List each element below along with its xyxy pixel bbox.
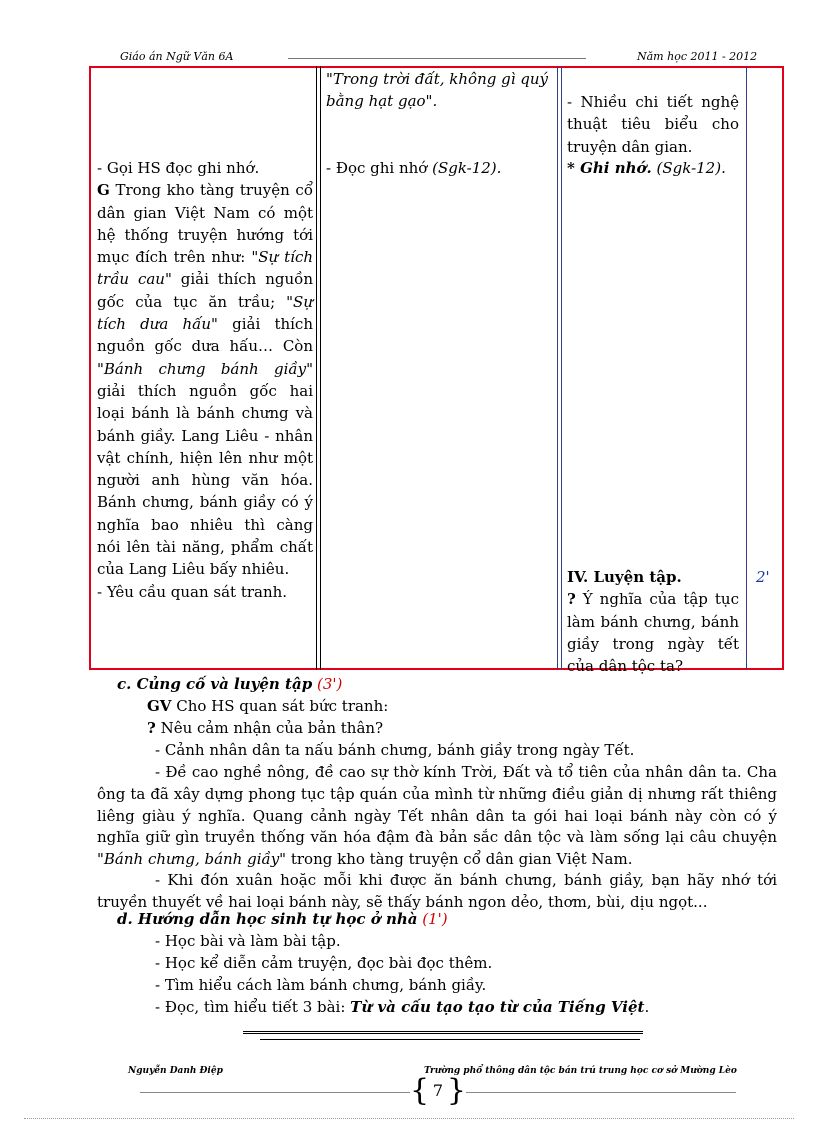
- note-ref: (Sgk-12).: [651, 159, 726, 177]
- gv-text: Cho HS quan sát bức tranh:: [171, 697, 389, 715]
- section-d-heading: d. Hướng dẫn học sinh tự học ở nhà: [117, 910, 418, 928]
- right-brace-icon: }: [446, 1073, 466, 1108]
- homework-item: - Học kể diễn cảm truyện, đọc bài đọc thêm.: [155, 954, 493, 972]
- story-title-dua-hau: "Sự tích dưa hấu": [97, 292, 313, 334]
- column-divider-3: [746, 66, 747, 670]
- footer-line-left: [140, 1092, 410, 1093]
- column-divider-1: [316, 66, 321, 670]
- section-d-title: [117, 909, 448, 931]
- answer-2-part: trong kho tàng truyện cổ dân gian Việt Nam.: [286, 850, 633, 869]
- section-d-time: (1'): [422, 910, 448, 928]
- header-divider: [288, 58, 586, 59]
- col2-ref: (Sgk-12).: [432, 159, 502, 177]
- col1-observe-picture: - Yêu cầu quan sát tranh.: [97, 582, 288, 601]
- next-lesson-title: Từ và cấu tạo tạo từ của Tiếng Việt: [350, 998, 645, 1016]
- question-mark: ?: [147, 719, 156, 737]
- question-mark: ?: [567, 590, 576, 609]
- answer-2-part: - Đề cao nghề nông, đề cao sự thờ kính Trời, Đất và tổ tiên của nhân dân ta. Cha ông ta đã xây dựng phong tục tập quán của mình từ những điều giản dị nhưng rất thiêng liêng giàu ý nghĩa. Quang cảnh ngày Tết nhân dân ta gói hai loại bánh này còn có ý nghĩa giữ gìn truyền thống văn hóa đậm đà bản sắc dân tộc và làm sống lại câu chuyện: [97, 763, 777, 847]
- homework-item: - Học bài và làm bài tập.: [155, 932, 341, 950]
- question-text: Nêu cảm nhận của bản thân?: [155, 719, 384, 737]
- section-c-heading: c. Củng cố và luyện tập: [117, 675, 313, 693]
- left-brace-icon: {: [410, 1073, 430, 1108]
- homework-last-text: - Đọc, tìm hiểu tiết 3 bài:: [155, 998, 351, 1016]
- answer-1: - Cảnh nhân dân ta nấu bánh chưng, bánh giầy trong ngày Tết.: [155, 741, 635, 759]
- header-left-title: Giáo án Ngữ Văn 6A: [120, 50, 234, 63]
- story-title-inline: "Bánh chưng, bánh giầy": [97, 850, 287, 869]
- col1-teacher-explanation: [97, 179, 313, 580]
- gv-label: GV: [147, 697, 172, 715]
- page-bottom-border: [24, 1118, 794, 1119]
- time-badge: 2': [756, 568, 770, 586]
- col1-explanation-part: giải thích nguồn gốc hai loại bánh là bánh chưng và bánh giầy. Lang Liêu - nhân vật chính, hiện lên như một người anh hùng văn hóa. Bánh chưng, bánh giầy có ý nghĩa bao nhiêu thì càng nói lên tài năng, phẩm chất của Lang Liêu bấy nhiêu.: [97, 381, 313, 579]
- col1-explanation-part: giải thích nguồn gốc dưa hấu… Còn: [97, 315, 313, 356]
- answer-3: - Khi đón xuân hoặc mỗi khi được ăn bánh chưng, bánh giầy, bạn hãy nhớ tới truyền thuyết về hai loại bánh này, sẽ thấy bánh ngon dẻo, thơm, bùi, dịu ngọt...: [97, 871, 777, 911]
- col1-explanation-part: Trong kho tàng truyện cổ dân gian Việt Nam có một hệ thống truyện hướng tới mục đích trên như:: [97, 181, 313, 267]
- practice-question: [567, 588, 739, 677]
- decorative-divider: [243, 1031, 643, 1034]
- col1-read-note: - Gọi HS đọc ghi nhớ.: [97, 159, 260, 177]
- practice-question-text: Ý nghĩa của tập tục làm bánh chưng, bánh giầy trong ngày tết của dân tộc ta?: [567, 590, 739, 676]
- homework-item-last: [155, 997, 649, 1019]
- col2-student-activity: [326, 157, 556, 179]
- header-right-year: Năm học 2011 - 2012: [637, 50, 758, 63]
- gv-line: [147, 696, 388, 718]
- col1-teacher-activity: [97, 157, 313, 603]
- question-line: [147, 718, 383, 740]
- decorative-divider-thin: [260, 1039, 640, 1040]
- homework-last-period: .: [644, 998, 650, 1016]
- practice-heading: IV. Luyện tập.: [567, 568, 682, 586]
- section-c-time: (3'): [316, 675, 343, 693]
- section-c-title: [117, 674, 342, 696]
- quote-text: "Trong trời đất, không gì quý bằng hạt gạo".: [326, 70, 549, 111]
- g-label: G: [97, 181, 110, 200]
- note-label: * Ghi nhớ.: [567, 159, 652, 177]
- homework-item: - Tìm hiểu cách làm bánh chưng, bánh giầy.: [155, 976, 487, 994]
- col1-explanation-part: giải thích nguồn gốc của tục ăn trầu;: [97, 270, 313, 311]
- column-divider-2: [557, 66, 562, 670]
- page-number-box: [410, 1073, 466, 1108]
- page-number: 7: [432, 1081, 444, 1100]
- col3-practice: [567, 566, 739, 677]
- footer-author: Nguyễn Danh Điệp: [128, 1066, 223, 1076]
- story-title-trau-cau: "Sự tích trầu cau": [97, 248, 314, 289]
- story-title-banh-chung: "Bánh chưng bánh giầy": [97, 359, 313, 378]
- col2-read-note: - Đọc ghi nhớ: [326, 159, 433, 177]
- answer-2: [97, 762, 777, 871]
- col3-art-detail: - Nhiều chi tiết nghệ thuật tiêu biểu cho truyện dân gian.: [567, 93, 739, 156]
- footer-line-right: [466, 1092, 736, 1093]
- footer-school: Trường phổ thông dân tộc bán trú trung học cơ sở Mường Lèo: [424, 1066, 737, 1076]
- col3-note: [567, 157, 739, 179]
